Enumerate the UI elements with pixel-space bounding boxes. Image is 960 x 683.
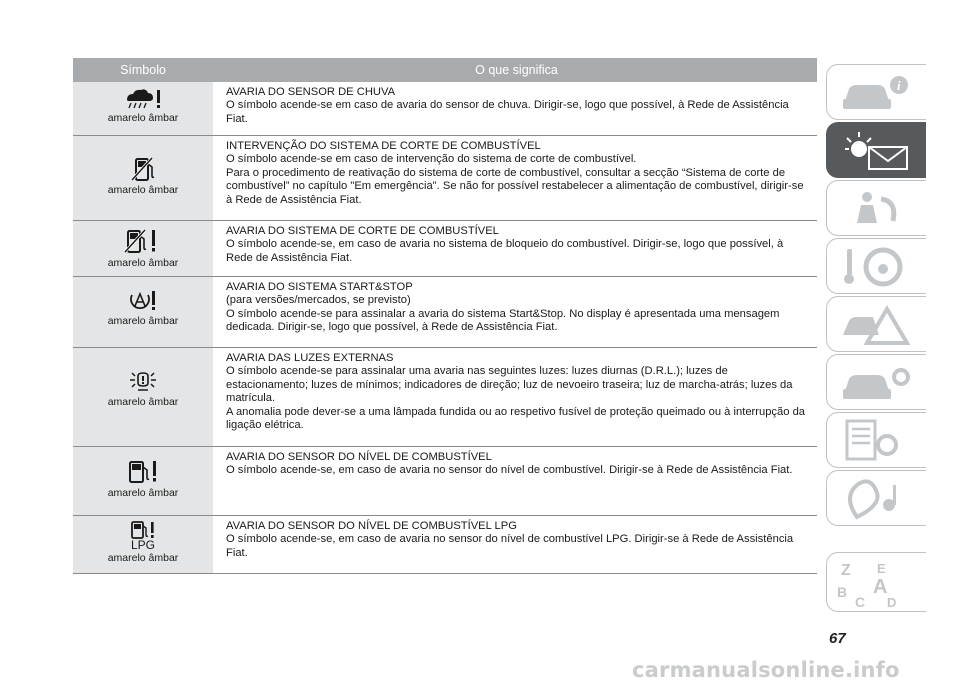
chapter-tab-technical-data[interactable] — [826, 412, 926, 468]
symbol-color-label: amarelo âmbar — [107, 257, 179, 269]
row-text: O símbolo acende-se, em caso de avaria no sensor do nível de combustível LPG. Dirigir-se à Rede de Assistência Fiat. — [226, 533, 794, 559]
symbol-color-label: amarelo âmbar — [107, 184, 179, 196]
row-title: AVARIA DO SENSOR DO NÍVEL DE COMBUSTÍVEL LPG — [226, 520, 517, 532]
row-title: AVARIA DAS LUZES EXTERNAS — [226, 352, 394, 364]
symbol-color-label: amarelo âmbar — [107, 396, 179, 408]
row-text: O símbolo acende-se em caso de avaria do sensor de chuva. Dirigir-se, logo que possível, à Rede de Assistência Fiat. — [226, 99, 789, 125]
svg-text:C: C — [855, 594, 866, 609]
svg-text:B: B — [837, 584, 848, 600]
table-row — [73, 447, 817, 516]
chapter-tab-starting-driving[interactable] — [826, 238, 926, 294]
meaning-cell — [213, 82, 817, 135]
row-text: Para o procedimento de reativação do sistema de corte de combustível, consultar a secção “Sistema de corte de combustível” no capítulo "Em emergência". Se não for possível restabelecer a alimentação de combustível, dirigir-se à Rede de Assistência Fiat. — [226, 166, 804, 206]
symbol-color-label: amarelo âmbar — [107, 552, 179, 564]
alphabetical-index-icon — [837, 559, 917, 609]
footer-watermark[interactable]: carmanualsonline.info — [632, 658, 900, 682]
car-maintenance-icon — [837, 361, 917, 405]
table-row — [73, 136, 817, 221]
row-title: AVARIA DO SISTEMA DE CORTE DE COMBUSTÍVEL — [226, 225, 499, 237]
row-text: A anomalia pode dever-se a uma lâmpada fundida ou ao respetivo fusível de proteção queimado ou à interrupção da ligação elétrica. — [226, 405, 806, 432]
chapter-tab-warning-lights[interactable] — [826, 122, 926, 178]
fuel-cutoff-fault-icon — [124, 227, 162, 255]
row-title: AVARIA DO SENSOR DO NÍVEL DE COMBUSTÍVEL — [226, 451, 492, 463]
warning-lights-messages-icon — [837, 129, 917, 173]
chapter-tab-multimedia[interactable] — [826, 470, 926, 526]
start-stop-fault-icon — [126, 289, 160, 313]
svg-text:Z: Z — [841, 562, 851, 579]
meaning-cell — [213, 136, 817, 220]
row-title: INTERVENÇÃO DO SISTEMA DE CORTE DE COMBUSTÍVEL — [226, 140, 541, 152]
row-text: O símbolo acende-se, em caso de avaria no sensor do nível de combustível. Dirigir-se à Rede de Assistência Fiat. — [226, 464, 793, 477]
symbol-color-label: amarelo âmbar — [107, 112, 179, 124]
row-text: O símbolo acende-se para assinalar a avaria do sistema Start&Stop. No display é apresentada uma mensagem dedicada. Dirigir-se, logo que possível, à Rede de Assistência Fiat. — [226, 307, 780, 334]
warning-lights-table — [73, 58, 817, 574]
rain-sensor-warning-icon — [121, 88, 165, 110]
multimedia-icon — [837, 477, 917, 521]
row-text: O símbolo acende-se em caso de intervenção do sistema de corte de combustível. — [226, 153, 637, 166]
table-row — [73, 82, 817, 136]
car-info-icon — [837, 71, 917, 115]
row-title: AVARIA DO SENSOR DE CHUVA — [226, 86, 396, 98]
row-title: AVARIA DO SISTEMA START&STOP — [226, 281, 413, 293]
symbol-cell — [73, 136, 213, 220]
meaning-cell — [213, 221, 817, 276]
table-row — [73, 277, 817, 348]
safety-airbag-icon — [837, 187, 917, 231]
lpg-icon-text: LPG — [130, 538, 155, 552]
meaning-cell — [213, 516, 817, 573]
table-row — [73, 221, 817, 277]
symbol-cell — [73, 348, 213, 446]
exterior-lights-fault-icon — [126, 370, 160, 394]
header-symbol: Símbolo — [120, 63, 166, 77]
fuel-cutoff-icon — [128, 156, 158, 182]
row-text: O símbolo acende-se, em caso de avaria no sistema de bloqueio do combustível. Dirigir-se, logo que possível, à Rede de Assistência Fiat. — [226, 238, 784, 264]
fuel-level-sensor-fault-icon — [126, 459, 160, 485]
row-text: (para versões/mercados, se previsto) — [226, 294, 411, 307]
symbol-cell — [73, 82, 213, 135]
svg-text:i: i — [897, 78, 901, 93]
lpg-level-sensor-fault-icon — [128, 520, 158, 540]
table-header — [73, 58, 817, 82]
page-number: 67 — [829, 630, 846, 647]
symbol-cell — [73, 221, 213, 276]
svg-text:A: A — [873, 576, 888, 598]
chapter-tab-index[interactable] — [826, 552, 926, 612]
chapter-tab-maintenance[interactable] — [826, 354, 926, 410]
table-row — [73, 348, 817, 447]
header-meaning: O que significa — [475, 63, 558, 77]
chapter-tab-car-info[interactable] — [826, 64, 926, 120]
chapter-tab-emergency[interactable] — [826, 296, 926, 352]
steering-key-icon — [837, 245, 917, 289]
symbol-cell — [73, 277, 213, 347]
symbol-color-label: amarelo âmbar — [107, 487, 179, 499]
emergency-icon — [837, 303, 917, 347]
row-text: O símbolo acende-se para assinalar uma avaria nas seguintes luzes: luzes diurnas (D.R.L.); luzes de estacionamento; luzes de mínimos; indicadores de direção; luz de nevoeiro traseira; luz de marcha-atrás; luzes da matrícula. — [226, 365, 793, 405]
symbol-cell — [73, 447, 213, 515]
svg-text:D: D — [887, 595, 897, 609]
meaning-cell — [213, 277, 817, 347]
meaning-cell — [213, 447, 817, 515]
svg-text:E: E — [877, 561, 886, 576]
chapter-tab-safety[interactable] — [826, 180, 926, 236]
symbol-cell — [73, 516, 213, 573]
meaning-cell — [213, 348, 817, 446]
table-row — [73, 516, 817, 574]
symbol-color-label: amarelo âmbar — [107, 315, 179, 327]
technical-data-icon — [837, 419, 917, 463]
